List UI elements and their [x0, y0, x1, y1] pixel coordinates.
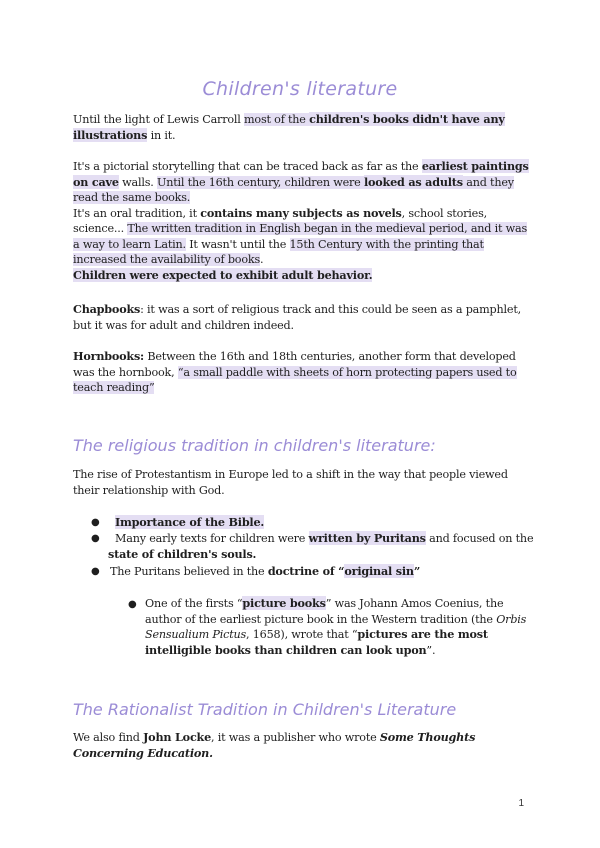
heading-rationalist-tradition: The Rationalist Tradition in Children's Literature	[73, 700, 457, 719]
paragraph-intro: Until the light of Lewis Carroll most of the children's books didn't have any illustrations in it.	[73, 112, 505, 142]
page-title: Children's literature	[202, 78, 398, 100]
paragraph-hornbooks: Hornbooks: Between the 16th and 18th centuries, another form that developed was the hornbook, “a small paddle with sheets of horn protecting papers used to teach reading”	[73, 349, 517, 394]
bullet-dot: ●	[128, 599, 137, 610]
bullet-dot: ●	[91, 566, 100, 577]
paragraph-protestantism: The rise of Protestantism in Europe led to a shift in the way that people viewed their relationship with God.	[73, 468, 508, 497]
heading-religious-tradition: The religious tradition in children's literature:	[73, 436, 436, 455]
paragraph-pictorial: It's a pictorial storytelling that can be traced back as far as the earliest paintings on cave walls. Until the 16th century, children were looked as adults and they read the same books. It's an oral tradition, it contains many subjects as novels, school stories, science... The written tradition in English began in the medieval period, and it was a way to learn Latin. It wasn't until the 15th Century with the printing that increased the availability of books. Children were expected to exhibit adult behavior.	[73, 159, 529, 282]
sub-bullet-picture-books: One of the firsts “picture books” was Johann Amos Coenius, the author of the earliest picture book in the Western tradition (the Orbis Sensualium Pictus, 1658), wrote that “pictures are the most intelligible books than children can look upon”.	[145, 596, 527, 657]
bullet-puritans-texts-continued: state of children's souls.	[108, 547, 257, 561]
bullet-original-sin: The Puritans believed in the doctrine of “original sin”	[110, 564, 421, 578]
paragraph-john-locke: We also find John Locke, it was a publisher who wrote Some Thoughts Concerning Education.	[73, 730, 476, 760]
bullet-importance-bible: Importance of the Bible.	[115, 515, 265, 529]
bullet-dot: ●	[91, 533, 100, 544]
page-number: 1	[518, 798, 524, 809]
paragraph-chapbooks: Chapbooks: it was a sort of religious track and this could be seen as a pamphlet, but it was for adult and children indeed.	[73, 302, 521, 332]
bullet-puritans-texts: Many early texts for children were written by Puritans and focused on the	[115, 531, 534, 545]
bullet-dot: ●	[91, 517, 100, 528]
